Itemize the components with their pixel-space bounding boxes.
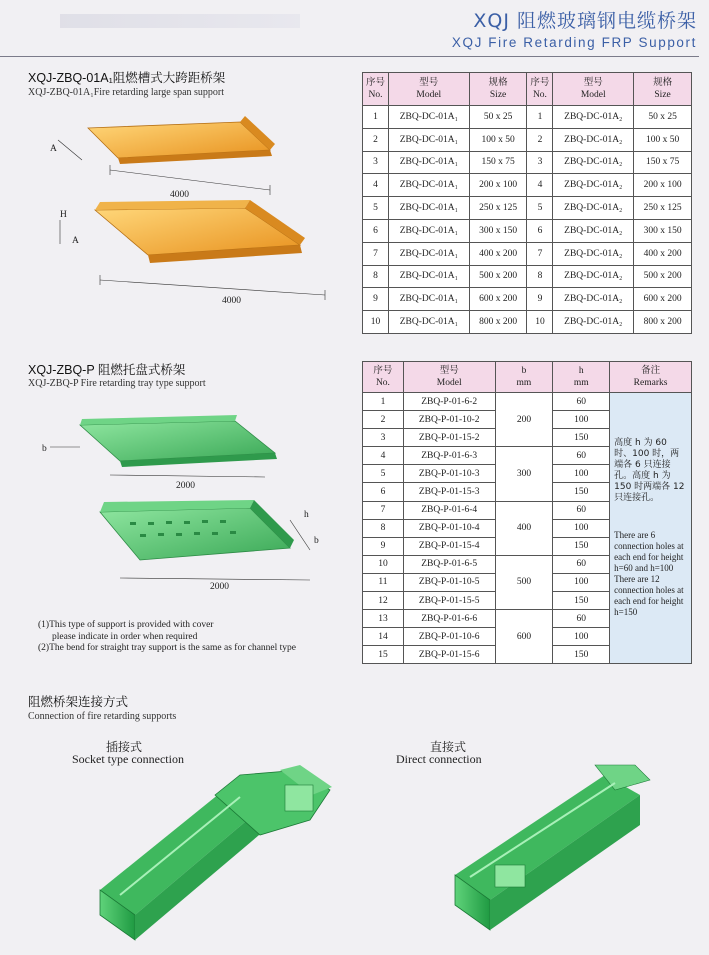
table-cell-no: 5 [363,465,404,483]
table-cell-no: 2 [363,411,404,429]
table-cell-model: ZBQ-P-01-6-5 [403,555,495,573]
table-cell-model: ZBQ-DC-01A₁ [388,311,469,334]
table-cell-model: ZBQ-DC-01A₁ [388,265,469,288]
table-cell-no2: 9 [527,288,553,311]
table-cell-h: 60 [553,447,610,465]
table-cell-no: 8 [363,265,389,288]
table-row [363,393,692,411]
table-cell-size2: 200 x 100 [634,174,692,197]
table-cell-h: 60 [553,501,610,519]
table-cell-no: 11 [363,573,404,591]
remarks-cn: 高度 h 为 60 时、100 时，两端各 6 只连接孔。高度 h 为 150 时两端各 12 只连接孔。 [614,438,685,504]
table-cell-no: 14 [363,628,404,646]
table-cell-model2: ZBQ-DC-01A₂ [553,265,634,288]
table-cell-no: 13 [363,610,404,628]
th-model: 型号 Model [388,73,469,106]
table-cell-model: ZBQ-P-01-15-3 [403,483,495,501]
dim-length-label-1: 4000 [170,190,189,200]
table-cell-no: 3 [363,429,404,447]
table-cell-size: 50 x 25 [469,106,527,129]
table2-header-row [363,362,692,393]
table-cell-model: ZBQ-P-01-15-2 [403,429,495,447]
dim-length-label-4: 2000 [210,582,229,592]
remarks-en: There are 6 connection holes at each end for height h=60 and h=100 There are 12 connection holes at each end for height h=150 [614,530,684,618]
dim-a-label-2: A [72,236,79,246]
table-cell-size: 300 x 150 [469,219,527,242]
dim-length-label-2: 4000 [222,296,241,306]
table-cell-h: 100 [553,573,610,591]
table-cell-model: ZBQ-P-01-10-2 [403,411,495,429]
table-cell-model2: ZBQ-DC-01A₂ [553,311,634,334]
dim-h-label: H [60,210,67,220]
table-cell-model: ZBQ-P-01-15-4 [403,537,495,555]
th-model-2: 型号 Model [553,73,634,106]
dim-b-label: b [42,444,47,454]
table-cell-no: 6 [363,483,404,501]
table-cell-h: 100 [553,411,610,429]
table-cell-b: 400 [495,501,553,555]
table-cell-size: 500 x 200 [469,265,527,288]
socket-label-en: Socket type connection [72,752,184,766]
table-cell-size2: 400 x 200 [634,242,692,265]
page-title-en: XQJ Fire Retarding FRP Support [451,35,697,50]
table-cell-no2: 2 [527,128,553,151]
table-cell-no: 4 [363,174,389,197]
th-size-2: 规格 Size [634,73,692,106]
table-cell-h: 150 [553,646,610,664]
table-cell-no2: 1 [527,106,553,129]
table-cell-no: 9 [363,537,404,555]
table-row [363,311,692,334]
tray-support-drawing-bottom [90,500,330,595]
table-cell-model2: ZBQ-DC-01A₂ [553,288,634,311]
table-cell-remarks [610,393,692,664]
section3-title: 阻燃桥架连接方式 [28,695,129,709]
th-size: 规格 Size [469,73,527,106]
section3-subtitle: Connection of fire retarding supports [28,711,177,722]
table-cell-h: 150 [553,483,610,501]
table-cell-model2: ZBQ-DC-01A₂ [553,106,634,129]
table-row [363,219,692,242]
th-no: 序号 No. [363,73,389,106]
table-cell-size: 150 x 75 [469,151,527,174]
table-cell-size2: 500 x 200 [634,265,692,288]
table-cell-h: 60 [553,555,610,573]
table-cell-no: 15 [363,646,404,664]
table-cell-model: ZBQ-P-01-15-6 [403,646,495,664]
th2-no: 序号 No. [363,362,404,393]
section2-title: XQJ-ZBQ-P 阻燃托盘式桥架 [28,363,186,377]
note-1: (1)This type of support is provided with cover [38,620,214,630]
table-cell-no2: 6 [527,219,553,242]
table-cell-no2: 3 [527,151,553,174]
table-cell-h: 100 [553,465,610,483]
table-cell-no2: 8 [527,265,553,288]
socket-connection-drawing [100,765,340,940]
table-cell-model2: ZBQ-DC-01A₂ [553,197,634,220]
table-cell-size2: 50 x 25 [634,106,692,129]
faded-header-text [60,14,300,28]
table-tray-specs [362,361,692,664]
table-row [363,288,692,311]
table-cell-h: 150 [553,537,610,555]
section2-subtitle: XQJ-ZBQ-P Fire retarding tray type support [28,378,206,389]
table-cell-model: ZBQ-P-01-10-3 [403,465,495,483]
dim-a-label: A [50,144,57,154]
table-cell-b: 200 [495,393,553,447]
table-cell-model2: ZBQ-DC-01A₂ [553,242,634,265]
notes-block [38,620,296,655]
table-cell-size: 800 x 200 [469,311,527,334]
table-cell-size2: 150 x 75 [634,151,692,174]
table-row [363,197,692,220]
table-cell-h: 60 [553,610,610,628]
table-cell-model: ZBQ-DC-01A₁ [388,197,469,220]
table-cell-size2: 800 x 200 [634,311,692,334]
socket-label-cn: 插接式 [106,740,143,754]
note-2: (2)The bend for straight tray support is the same as for channel type [38,643,297,653]
table-cell-no: 12 [363,592,404,610]
th-no-2: 序号 No. [527,73,553,106]
table-cell-model: ZBQ-DC-01A₁ [388,151,469,174]
table-row [363,242,692,265]
table-cell-model: ZBQ-DC-01A₁ [388,288,469,311]
table-cell-size2: 300 x 150 [634,219,692,242]
table-cell-no2: 7 [527,242,553,265]
table-cell-no: 7 [363,242,389,265]
table-cell-size: 200 x 100 [469,174,527,197]
table-cell-model: ZBQ-DC-01A₁ [388,128,469,151]
table-row [363,265,692,288]
table-cell-b: 500 [495,555,553,609]
table-cell-size: 100 x 50 [469,128,527,151]
note-1-cont: please indicate in order when required [52,631,198,642]
table-cell-no: 8 [363,519,404,537]
table-cell-size: 400 x 200 [469,242,527,265]
table-cell-no: 1 [363,393,404,411]
table-channel-specs [362,72,692,334]
channel-support-drawing-top [40,110,340,205]
table-row [363,106,692,129]
th2-b: b mm [495,362,553,393]
table-cell-size: 250 x 125 [469,197,527,220]
table-cell-no2: 4 [527,174,553,197]
direct-connection-drawing [455,765,655,930]
channel-support-drawing-bottom [40,200,340,310]
table-cell-no: 3 [363,151,389,174]
table-cell-model: ZBQ-DC-01A₁ [388,106,469,129]
table-cell-no: 5 [363,197,389,220]
table-cell-model: ZBQ-P-01-6-4 [403,501,495,519]
table-cell-no: 10 [363,555,404,573]
table-cell-model: ZBQ-P-01-6-2 [403,393,495,411]
table-cell-no: 9 [363,288,389,311]
header-divider [0,56,699,57]
table-cell-model: ZBQ-DC-01A₁ [388,219,469,242]
table-cell-no2: 10 [527,311,553,334]
table-row [363,151,692,174]
table-cell-no: 4 [363,447,404,465]
table-cell-model: ZBQ-P-01-15-5 [403,592,495,610]
table-row [363,174,692,197]
th2-h: h mm [553,362,610,393]
table-cell-no: 10 [363,311,389,334]
table-cell-no: 1 [363,106,389,129]
table-cell-model: ZBQ-DC-01A₁ [388,242,469,265]
table-cell-model: ZBQ-P-01-6-6 [403,610,495,628]
table-cell-no: 2 [363,128,389,151]
table-cell-h: 100 [553,519,610,537]
table-cell-h: 150 [553,592,610,610]
table-cell-no: 7 [363,501,404,519]
table-cell-model2: ZBQ-DC-01A₂ [553,219,634,242]
table-cell-model: ZBQ-P-01-10-4 [403,519,495,537]
table-cell-model2: ZBQ-DC-01A₂ [553,128,634,151]
table-cell-model2: ZBQ-DC-01A₂ [553,174,634,197]
table-cell-model: ZBQ-P-01-10-6 [403,628,495,646]
table-cell-model: ZBQ-P-01-10-5 [403,573,495,591]
table-row [363,128,692,151]
table-cell-size: 600 x 200 [469,288,527,311]
dim-b-label-2: b [314,536,319,546]
th2-model: 型号 Model [403,362,495,393]
table-cell-no2: 5 [527,197,553,220]
table-cell-b: 600 [495,610,553,664]
th2-remarks: 备注 Remarks [610,362,692,393]
table-cell-size2: 250 x 125 [634,197,692,220]
dim-length-label-3: 2000 [176,481,195,491]
table-cell-model: ZBQ-P-01-6-3 [403,447,495,465]
table-cell-size2: 600 x 200 [634,288,692,311]
section1-title: XQJ-ZBQ-01A₁阻燃槽式大跨距桥架 [28,71,226,85]
table-cell-no: 6 [363,219,389,242]
page-title-cn: XQJ 阻燃玻璃钢电缆桥架 [473,10,697,32]
table-cell-size2: 100 x 50 [634,128,692,151]
direct-label-cn: 直接式 [430,740,467,754]
table-cell-model2: ZBQ-DC-01A₂ [553,151,634,174]
table-cell-h: 150 [553,429,610,447]
table-header-row [363,73,692,106]
table-cell-h: 60 [553,393,610,411]
table-cell-b: 300 [495,447,553,501]
table-cell-model: ZBQ-DC-01A₁ [388,174,469,197]
dim-h-label-tray: h [304,510,309,520]
section1-subtitle: XQJ-ZBQ-01A₁Fire retarding large span support [28,87,225,98]
table-cell-h: 100 [553,628,610,646]
direct-label-en: Direct connection [396,752,482,766]
